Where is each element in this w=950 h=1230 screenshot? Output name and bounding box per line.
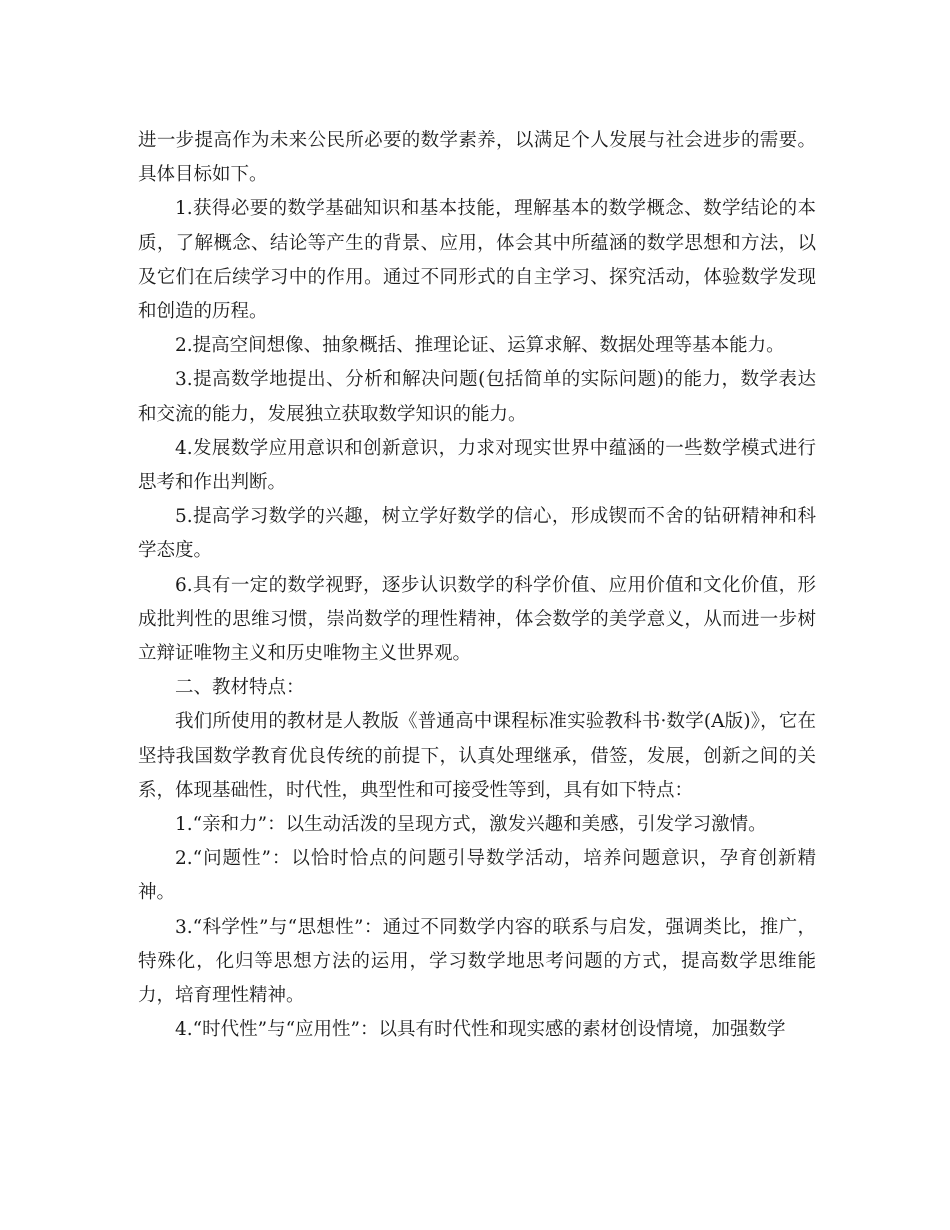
paragraph-goal-1: 1.获得必要的数学基础知识和基本技能，理解基本的数学概念、数学结论的本质，了解概念、结论等产生的背景、应用，体会其中所蕴涵的数学思想和方法，以及它们在后续学习中的作用。通过不同形式的自主学习、探究活动，体验数学发现和创造的历程。 xyxy=(138,198,816,323)
paragraph-feature-3: 3.“科学性”与“思想性”：通过不同数学内容的联系与启发，强调类比，推广，特殊化，化归等思想方法的运用，学习数学地思考问题的方式，提高数学思维能力，培育理性精神。 xyxy=(138,916,816,1007)
paragraph-feature-4: 4.“时代性”与“应用性”：以具有时代性和现实感的素材创设情境，加强数学 xyxy=(175,1019,786,1041)
paragraph-intro-continued: 进一步提高作为未来公民所必要的数学素养，以满足个人发展与社会进步的需要。具体目标如下。 xyxy=(138,130,816,186)
paragraph-goal-3: 3.提高数学地提出、分析和解决问题(包括简单的实际问题)的能力，数学表达和交流的能力，发展独立获取数学知识的能力。 xyxy=(138,369,816,425)
paragraph-goal-2: 2.提高空间想像、抽象概括、推理论证、运算求解、数据处理等基本能力。 xyxy=(175,335,785,357)
paragraph-goal-6: 6.具有一定的数学视野，逐步认识数学的科学价值、应用价值和文化价值，形成批判性的思维习惯，崇尚数学的理性精神，体会数学的美学意义，从而进一步树立辩证唯物主义和历史唯物主义世界观。 xyxy=(138,574,816,665)
section-heading-textbook-features: 二、教材特点： xyxy=(175,677,305,699)
paragraph-goal-4: 4.发展数学应用意识和创新意识，力求对现实世界中蕴涵的一些数学模式进行思考和作出判断。 xyxy=(138,437,816,494)
paragraph-feature-1: 1.“亲和力”：以生动活泼的呈现方式，激发兴趣和美感，引发学习激情。 xyxy=(175,814,767,836)
paragraph-feature-2: 2.“问题性”：以恰时恰点的问题引导数学活动，培养问题意识，孕育创新精神。 xyxy=(138,848,816,904)
document-body xyxy=(138,124,816,1047)
paragraph-goal-5: 5.提高学习数学的兴趣，树立学好数学的信心，形成锲而不舍的钻研精神和科学态度。 xyxy=(138,506,816,562)
paragraph-textbook-intro: 我们所使用的教材是人教版《普通高中课程标准实验教科书·数学(A版)》，它在坚持我国数学教育优良传统的前提下，认真处理继承，借签，发展，创新之间的关系，体现基础性，时代性，典型性和可接受性等到，具有如下特点： xyxy=(138,711,816,801)
